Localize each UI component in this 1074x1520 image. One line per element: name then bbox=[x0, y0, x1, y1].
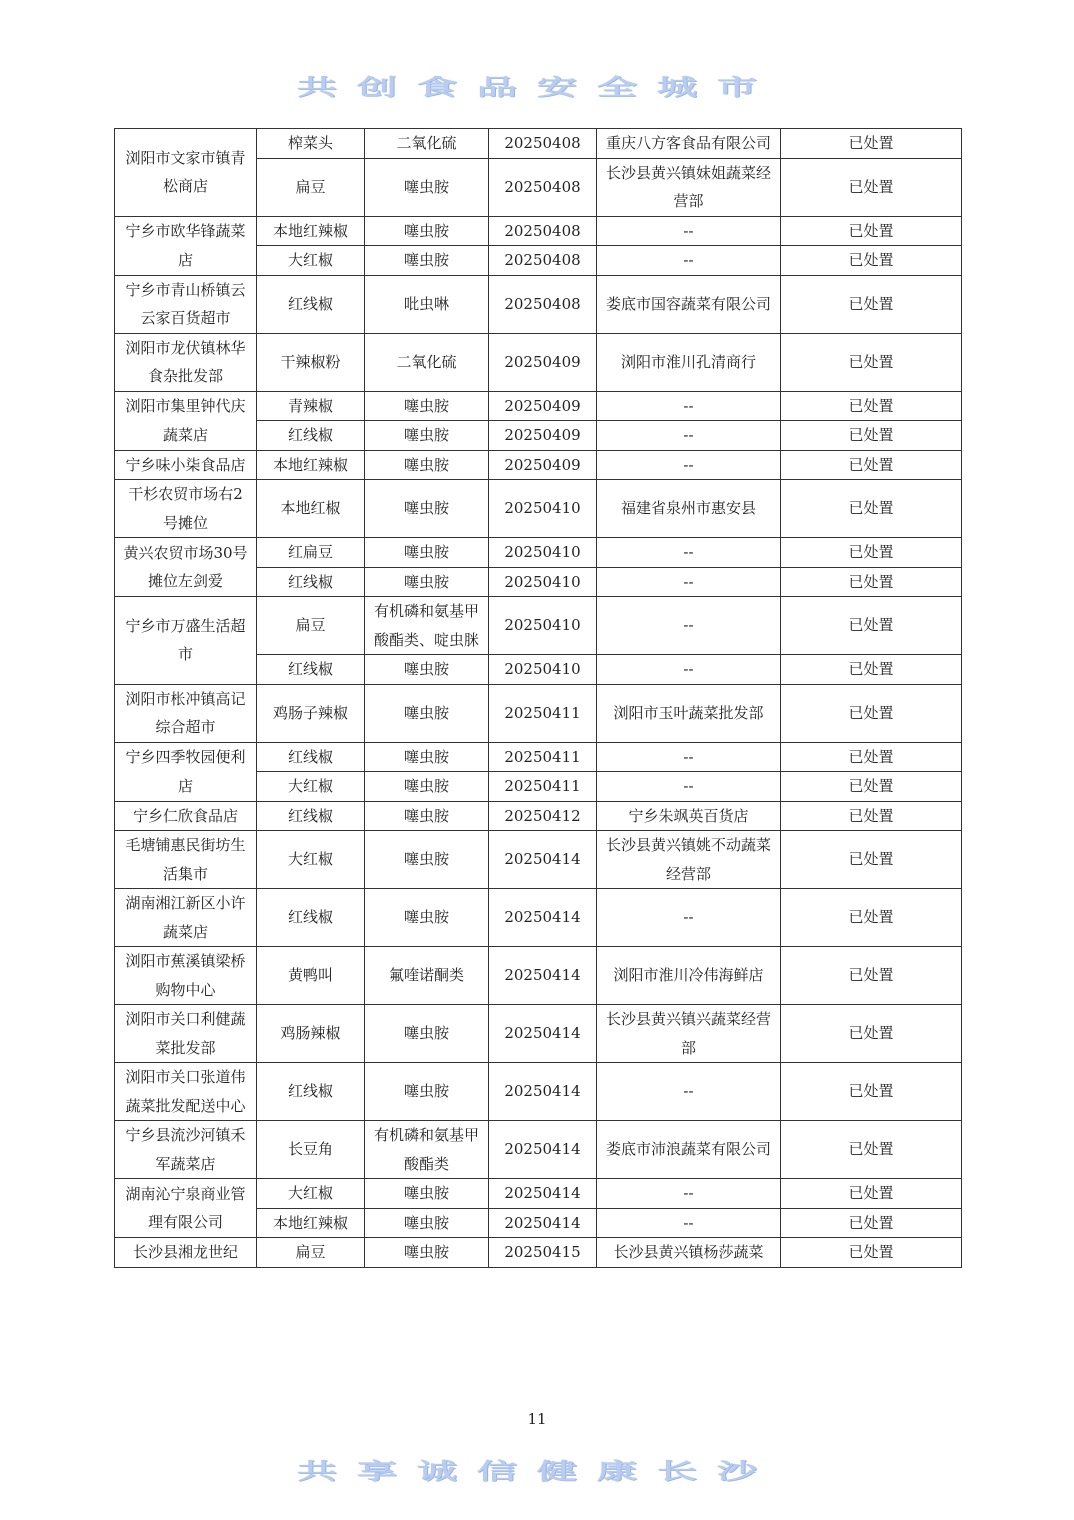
cell-store: 宁乡仁欣食品店 bbox=[115, 801, 257, 831]
cell-supplier: -- bbox=[597, 1208, 781, 1238]
cell-item: 噻虫胺 bbox=[365, 684, 489, 742]
cell-item: 噻虫胺 bbox=[365, 391, 489, 421]
cell-item: 噻虫胺 bbox=[365, 480, 489, 538]
cell-item: 噻虫胺 bbox=[365, 538, 489, 568]
cell-supplier: 浏阳市淮川冷伟海鲜店 bbox=[597, 947, 781, 1005]
bottom-banner-slogan: 共享诚信健康长沙 bbox=[297, 1459, 777, 1485]
table-row bbox=[115, 1238, 962, 1268]
cell-product: 本地红辣椒 bbox=[257, 216, 365, 246]
cell-item: 噻虫胺 bbox=[365, 421, 489, 451]
cell-status: 已处置 bbox=[781, 158, 962, 216]
cell-store: 宁乡市万盛生活超市 bbox=[115, 597, 257, 685]
cell-item: 噻虫胺 bbox=[365, 831, 489, 889]
cell-item: 有机磷和氨基甲酸酯类 bbox=[365, 1121, 489, 1179]
cell-status: 已处置 bbox=[781, 801, 962, 831]
cell-date: 20250414 bbox=[489, 1121, 597, 1179]
table-row bbox=[115, 129, 962, 159]
cell-product: 本地红椒 bbox=[257, 480, 365, 538]
page-number: 11 bbox=[527, 1410, 547, 1428]
table-row bbox=[115, 597, 962, 655]
cell-item: 噻虫胺 bbox=[365, 1005, 489, 1063]
cell-status: 已处置 bbox=[781, 831, 962, 889]
cell-date: 20250410 bbox=[489, 480, 597, 538]
cell-status: 已处置 bbox=[781, 275, 962, 333]
cell-item: 噻虫胺 bbox=[365, 450, 489, 480]
cell-store: 浏阳市关口张道伟蔬菜批发配送中心 bbox=[115, 1063, 257, 1121]
cell-product: 红线椒 bbox=[257, 655, 365, 685]
cell-product: 本地红辣椒 bbox=[257, 450, 365, 480]
cell-date: 20250408 bbox=[489, 129, 597, 159]
table-row bbox=[115, 831, 962, 889]
cell-product: 本地红辣椒 bbox=[257, 1208, 365, 1238]
cell-product: 红线椒 bbox=[257, 421, 365, 451]
cell-status: 已处置 bbox=[781, 1121, 962, 1179]
cell-item: 噻虫胺 bbox=[365, 246, 489, 276]
cell-store: 宁乡市青山桥镇云云家百货超市 bbox=[115, 275, 257, 333]
cell-supplier: -- bbox=[597, 889, 781, 947]
cell-store: 宁乡县流沙河镇禾军蔬菜店 bbox=[115, 1121, 257, 1179]
table-row bbox=[115, 538, 962, 568]
cell-status: 已处置 bbox=[781, 889, 962, 947]
cell-product: 鸡肠子辣椒 bbox=[257, 684, 365, 742]
cell-product: 扁豆 bbox=[257, 1238, 365, 1268]
cell-supplier: 浏阳市玉叶蔬菜批发部 bbox=[597, 684, 781, 742]
cell-date: 20250409 bbox=[489, 421, 597, 451]
cell-item: 吡虫啉 bbox=[365, 275, 489, 333]
cell-store: 浏阳市龙伏镇林华食杂批发部 bbox=[115, 333, 257, 391]
cell-product: 红线椒 bbox=[257, 742, 365, 772]
cell-supplier: 长沙县黄兴镇妹姐蔬菜经营部 bbox=[597, 158, 781, 216]
cell-status: 已处置 bbox=[781, 597, 962, 655]
cell-product: 大红椒 bbox=[257, 1179, 365, 1209]
cell-date: 20250408 bbox=[489, 246, 597, 276]
cell-store: 长沙县湘龙世纪 bbox=[115, 1238, 257, 1268]
cell-date: 20250409 bbox=[489, 333, 597, 391]
table-row bbox=[115, 450, 962, 480]
cell-status: 已处置 bbox=[781, 947, 962, 1005]
cell-supplier: -- bbox=[597, 1063, 781, 1121]
cell-date: 20250411 bbox=[489, 742, 597, 772]
table-row bbox=[115, 1121, 962, 1179]
cell-date: 20250408 bbox=[489, 275, 597, 333]
cell-store: 浏阳市关口利健蔬菜批发部 bbox=[115, 1005, 257, 1063]
cell-status: 已处置 bbox=[781, 421, 962, 451]
cell-supplier: 娄底市沛浪蔬菜有限公司 bbox=[597, 1121, 781, 1179]
table-row bbox=[115, 1179, 962, 1209]
cell-date: 20250412 bbox=[489, 801, 597, 831]
cell-date: 20250414 bbox=[489, 831, 597, 889]
cell-date: 20250414 bbox=[489, 1179, 597, 1209]
cell-store: 宁乡四季牧园便利店 bbox=[115, 742, 257, 801]
cell-product: 青辣椒 bbox=[257, 391, 365, 421]
cell-product: 黄鸭叫 bbox=[257, 947, 365, 1005]
cell-date: 20250411 bbox=[489, 772, 597, 802]
cell-item: 噻虫胺 bbox=[365, 1179, 489, 1209]
cell-item: 噻虫胺 bbox=[365, 1238, 489, 1268]
cell-supplier: 福建省泉州市惠安县 bbox=[597, 480, 781, 538]
table-body bbox=[115, 129, 962, 1268]
cell-status: 已处置 bbox=[781, 333, 962, 391]
table-row bbox=[115, 801, 962, 831]
cell-supplier: -- bbox=[597, 538, 781, 568]
cell-store: 宁乡市欧华锋蔬菜店 bbox=[115, 216, 257, 275]
cell-supplier: 浏阳市淮川孔清商行 bbox=[597, 333, 781, 391]
cell-status: 已处置 bbox=[781, 480, 962, 538]
table-row bbox=[115, 684, 962, 742]
cell-status: 已处置 bbox=[781, 655, 962, 685]
cell-date: 20250410 bbox=[489, 597, 597, 655]
cell-status: 已处置 bbox=[781, 216, 962, 246]
cell-date: 20250408 bbox=[489, 216, 597, 246]
cell-supplier: 长沙县黄兴镇姚不动蔬菜经营部 bbox=[597, 831, 781, 889]
cell-date: 20250411 bbox=[489, 684, 597, 742]
cell-status: 已处置 bbox=[781, 450, 962, 480]
table-row bbox=[115, 275, 962, 333]
cell-item: 噻虫胺 bbox=[365, 1063, 489, 1121]
cell-product: 长豆角 bbox=[257, 1121, 365, 1179]
cell-supplier: 娄底市国容蔬菜有限公司 bbox=[597, 275, 781, 333]
cell-product: 大红椒 bbox=[257, 246, 365, 276]
inspection-results-table bbox=[114, 128, 962, 1268]
cell-item: 噻虫胺 bbox=[365, 801, 489, 831]
cell-status: 已处置 bbox=[781, 391, 962, 421]
cell-product: 红线椒 bbox=[257, 801, 365, 831]
table-row bbox=[115, 1063, 962, 1121]
cell-supplier: 长沙县黄兴镇兴蔬菜经营部 bbox=[597, 1005, 781, 1063]
cell-product: 扁豆 bbox=[257, 597, 365, 655]
cell-supplier: 宁乡朱飒英百货店 bbox=[597, 801, 781, 831]
top-banner-slogan: 共创食品安全城市 bbox=[297, 75, 777, 101]
cell-store: 湖南沁宁泉商业管理有限公司 bbox=[115, 1179, 257, 1238]
cell-date: 20250410 bbox=[489, 655, 597, 685]
cell-item: 氟喹诺酮类 bbox=[365, 947, 489, 1005]
cell-status: 已处置 bbox=[781, 567, 962, 597]
cell-supplier: -- bbox=[597, 655, 781, 685]
cell-date: 20250408 bbox=[489, 158, 597, 216]
cell-item: 噻虫胺 bbox=[365, 889, 489, 947]
cell-status: 已处置 bbox=[781, 1208, 962, 1238]
cell-product: 榨菜头 bbox=[257, 129, 365, 159]
cell-product: 红线椒 bbox=[257, 889, 365, 947]
cell-supplier: -- bbox=[597, 246, 781, 276]
cell-supplier: -- bbox=[597, 216, 781, 246]
cell-item: 噻虫胺 bbox=[365, 158, 489, 216]
table-row bbox=[115, 742, 962, 772]
cell-supplier: -- bbox=[597, 1179, 781, 1209]
table-row bbox=[115, 480, 962, 538]
cell-status: 已处置 bbox=[781, 1005, 962, 1063]
cell-date: 20250414 bbox=[489, 1208, 597, 1238]
cell-status: 已处置 bbox=[781, 772, 962, 802]
cell-store: 湖南湘江新区小许蔬菜店 bbox=[115, 889, 257, 947]
table-row bbox=[115, 391, 962, 421]
cell-product: 大红椒 bbox=[257, 831, 365, 889]
cell-supplier: -- bbox=[597, 450, 781, 480]
cell-date: 20250415 bbox=[489, 1238, 597, 1268]
cell-store: 干杉农贸市场右2号摊位 bbox=[115, 480, 257, 538]
cell-item: 噻虫胺 bbox=[365, 567, 489, 597]
table-row bbox=[115, 216, 962, 246]
cell-product: 扁豆 bbox=[257, 158, 365, 216]
cell-item: 噻虫胺 bbox=[365, 216, 489, 246]
cell-supplier: -- bbox=[597, 391, 781, 421]
cell-store: 毛塘铺惠民街坊生活集市 bbox=[115, 831, 257, 889]
cell-item: 噻虫胺 bbox=[365, 772, 489, 802]
cell-item: 有机磷和氨基甲酸酯类、啶虫脒 bbox=[365, 597, 489, 655]
cell-product: 红线椒 bbox=[257, 567, 365, 597]
table-row bbox=[115, 889, 962, 947]
cell-item: 噻虫胺 bbox=[365, 742, 489, 772]
cell-product: 红线椒 bbox=[257, 275, 365, 333]
cell-item: 二氧化硫 bbox=[365, 333, 489, 391]
cell-store: 浏阳市蕉溪镇梁桥购物中心 bbox=[115, 947, 257, 1005]
cell-date: 20250409 bbox=[489, 450, 597, 480]
cell-supplier: 重庆八方客食品有限公司 bbox=[597, 129, 781, 159]
table-row bbox=[115, 1005, 962, 1063]
cell-supplier: -- bbox=[597, 597, 781, 655]
cell-date: 20250410 bbox=[489, 538, 597, 568]
cell-product: 红扁豆 bbox=[257, 538, 365, 568]
cell-supplier: 长沙县黄兴镇杨莎蔬菜 bbox=[597, 1238, 781, 1268]
cell-supplier: -- bbox=[597, 772, 781, 802]
cell-date: 20250414 bbox=[489, 947, 597, 1005]
cell-product: 鸡肠辣椒 bbox=[257, 1005, 365, 1063]
cell-item: 噻虫胺 bbox=[365, 655, 489, 685]
cell-item: 噻虫胺 bbox=[365, 1208, 489, 1238]
cell-status: 已处置 bbox=[781, 1179, 962, 1209]
cell-store: 黄兴农贸市场30号摊位左剑爱 bbox=[115, 538, 257, 597]
cell-store: 浏阳市集里钟代庆蔬菜店 bbox=[115, 391, 257, 450]
cell-status: 已处置 bbox=[781, 538, 962, 568]
cell-store: 宁乡味小柒食品店 bbox=[115, 450, 257, 480]
cell-product: 大红椒 bbox=[257, 772, 365, 802]
cell-date: 20250414 bbox=[489, 1063, 597, 1121]
cell-status: 已处置 bbox=[781, 129, 962, 159]
cell-status: 已处置 bbox=[781, 1063, 962, 1121]
cell-supplier: -- bbox=[597, 421, 781, 451]
cell-store: 浏阳市枨冲镇高记综合超市 bbox=[115, 684, 257, 742]
cell-date: 20250414 bbox=[489, 889, 597, 947]
cell-supplier: -- bbox=[597, 742, 781, 772]
table-row bbox=[115, 947, 962, 1005]
cell-product: 红线椒 bbox=[257, 1063, 365, 1121]
cell-date: 20250409 bbox=[489, 391, 597, 421]
cell-product: 干辣椒粉 bbox=[257, 333, 365, 391]
cell-store: 浏阳市文家市镇青松商店 bbox=[115, 129, 257, 217]
cell-status: 已处置 bbox=[781, 742, 962, 772]
cell-status: 已处置 bbox=[781, 684, 962, 742]
cell-item: 二氧化硫 bbox=[365, 129, 489, 159]
cell-date: 20250414 bbox=[489, 1005, 597, 1063]
cell-date: 20250410 bbox=[489, 567, 597, 597]
cell-status: 已处置 bbox=[781, 1238, 962, 1268]
cell-supplier: -- bbox=[597, 567, 781, 597]
table-row bbox=[115, 333, 962, 391]
cell-status: 已处置 bbox=[781, 246, 962, 276]
